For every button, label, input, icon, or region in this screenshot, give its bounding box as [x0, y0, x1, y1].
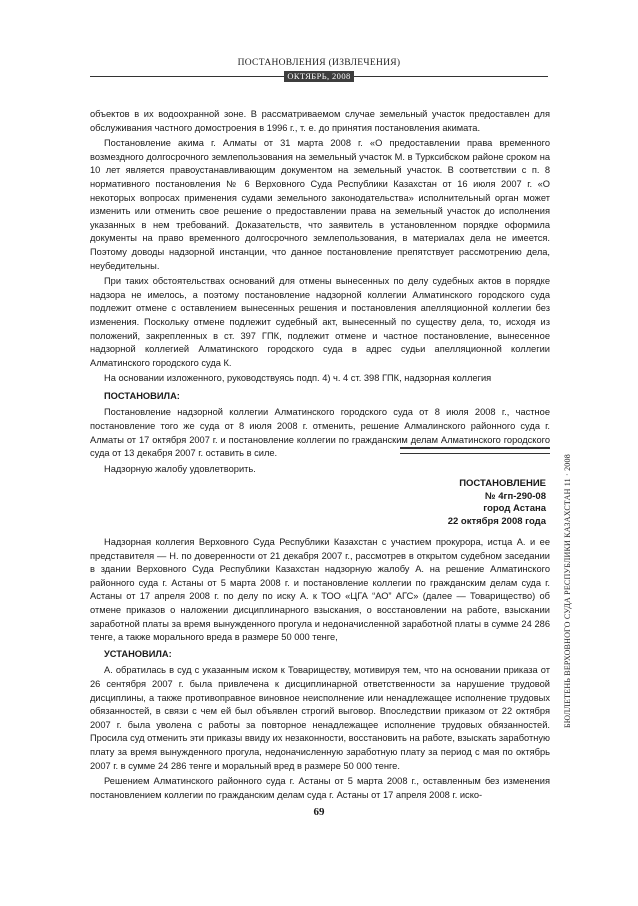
document-number: № 4гп-290-08 [485, 490, 546, 502]
document-title: ПОСТАНОВЛЕНИЕ [459, 478, 546, 489]
section-heading-ustanovila: УСТАНОВИЛА: [104, 648, 172, 659]
header-date-label: ОКТЯБРЬ, 2008 [284, 71, 354, 82]
section-heading-postanovila: ПОСТАНОВИЛА: [104, 390, 180, 401]
document-city: город Астана [483, 503, 546, 514]
page-header [0, 58, 638, 68]
paragraph: Постановление акима г. Алматы от 31 марта 2008 г. «О предоставлении права временного возмездного долгосрочного землепользования на земельный участок М. в Турксибском районе сроком на 10 лет является правоустанавливающим документом на земельный участок. В соответствии с п. 8 нормативного постановления № 6 Верховного Суда Республики Казахстан от 16 июля 2007 г. «О некоторых вопросах применения судами земельного законодательства» исполнительный орган может изменить или отменить свое решение о предоставлении права на земельный участок до исполнения указанных в нем требований. Доказательств, что заявитель в установленном порядке оформила документы на право временного долгосрочного землепользования, в материалах дела не имеется. Поэтому доводы надзорной инстанции, что данное постановление препятствует рассмотрению дела, неубедительны. [90, 138, 550, 271]
document-date: 22 октября 2008 года [447, 515, 546, 527]
paragraph: На основании изложенного, руководствуясь подп. 4) ч. 4 ст. 398 ГПК, надзорная коллегия [104, 373, 492, 384]
paragraph: объектов в их водоохранной зоне. В рассматриваемом случае земельный участок предоставлен для обслуживания частного домостроения в 1996 г., т. е. до принятия постановления акимата. [90, 109, 550, 133]
running-title: ПОСТАНОВЛЕНИЯ (ИЗВЛЕЧЕНИЯ) [237, 58, 401, 68]
section-divider [400, 447, 550, 454]
header-rule [90, 71, 548, 83]
paragraph: Надзорная коллегия Верховного Суда Республики Казахстан с участием прокурора, истца А. и ее представителя — Н. по доверенности от 21 декабря 2007 г., рассмотрев в открытом судебном заседании в здании Верховного Суда Республики Казахстан надзорную жалобу А. на решение Алматинского районного суда г. Астаны от 5 марта 2008 г. и постановление коллегии по гражданским делам суда г. Астаны от 17 апреля 2008 г. по делу по иску А. к ТОО «ЦГА “АО” АГС» (далее — Товарищество) об отмене приказов о наложении дисциплинарного взыскания, о восстановлении на работе, взыскании заработной платы за время вынужденного прогула и недоначисленной заработной платы в сумме 24 286 тенге, а также морального вреда в размере 50 000 тенге, [90, 537, 550, 643]
paragraph: Решением Алматинского районного суда г. Астаны от 5 марта 2008 г., оставленным без изменения постановлением коллегии по гражданским делам суда г. Астаны от 17 апреля 2008 г. иско- [90, 776, 550, 800]
paragraph: Надзорную жалобу удовлетворить. [104, 463, 256, 474]
page-number: 69 [313, 806, 325, 818]
document-heading [320, 478, 546, 528]
paragraph: Постановление надзорной коллегии Алматинского городского суда от 8 июля 2008 г., частное постановление того же суда от 8 июля 2008 г. отменить, решение Алмалинского районного суда г. Алматы от 17 октября 2007 г. и постановление коллегии по гражданским делам Алматинского городского суда от 13 декабря 2007 г. оставить в силе. [90, 407, 550, 459]
section-1-body [90, 108, 550, 478]
paragraph: А. обратилась в суд с указанным иском к Товариществу, мотивируя тем, что на основании приказа от 26 сентября 2007 г. была привлечена к дисциплинарной ответственности за нарушение трудовой дисциплины, а также противоправное виновное неисполнение или ненадлежащее исполнение трудовых обязанностей, в связи с чем ей был объявлен строгий выговор. Впоследствии приказом от 22 октября 2007 г. была уволена с работы за повторное ненадлежащее исполнение трудовых обязанностей. Просила суд отменить эти приказы ввиду их незаконности, восстановить на работе, взыскать заработную плату за время вынужденного прогула, недоначисленную заработную плату за период с мая по октябрь 2007 г. в сумме 24 286 тенге и моральный вред в размере 50 000 тенге. [90, 665, 550, 771]
paragraph: При таких обстоятельствах оснований для отмены вынесенных по делу судебных актов в порядке надзора не имелось, а поэтому постановление надзорной коллегии Алматинского городского суда подлежит отмене с оставлением вынесенных решения и постановления апелляционной коллегии без изменения. Поскольку отмене подлежит судебный акт, вынесенный по существу дела, то, исходя из положений, закрепленных в ст. 397 ГПК, подлежит отмене и частное постановление, вынесенное надзорной коллегией Алматинского городского суда в адрес судьи апелляционной коллегии Алматинского городского суда К. [90, 276, 550, 368]
section-2-body [90, 536, 550, 804]
side-caption-text: БЮЛЛЕТЕНЬ ВЕРХОВНОГО СУДА РЕСПУБЛИКИ КАЗАХСТАН 11 · 2008 [563, 454, 572, 728]
